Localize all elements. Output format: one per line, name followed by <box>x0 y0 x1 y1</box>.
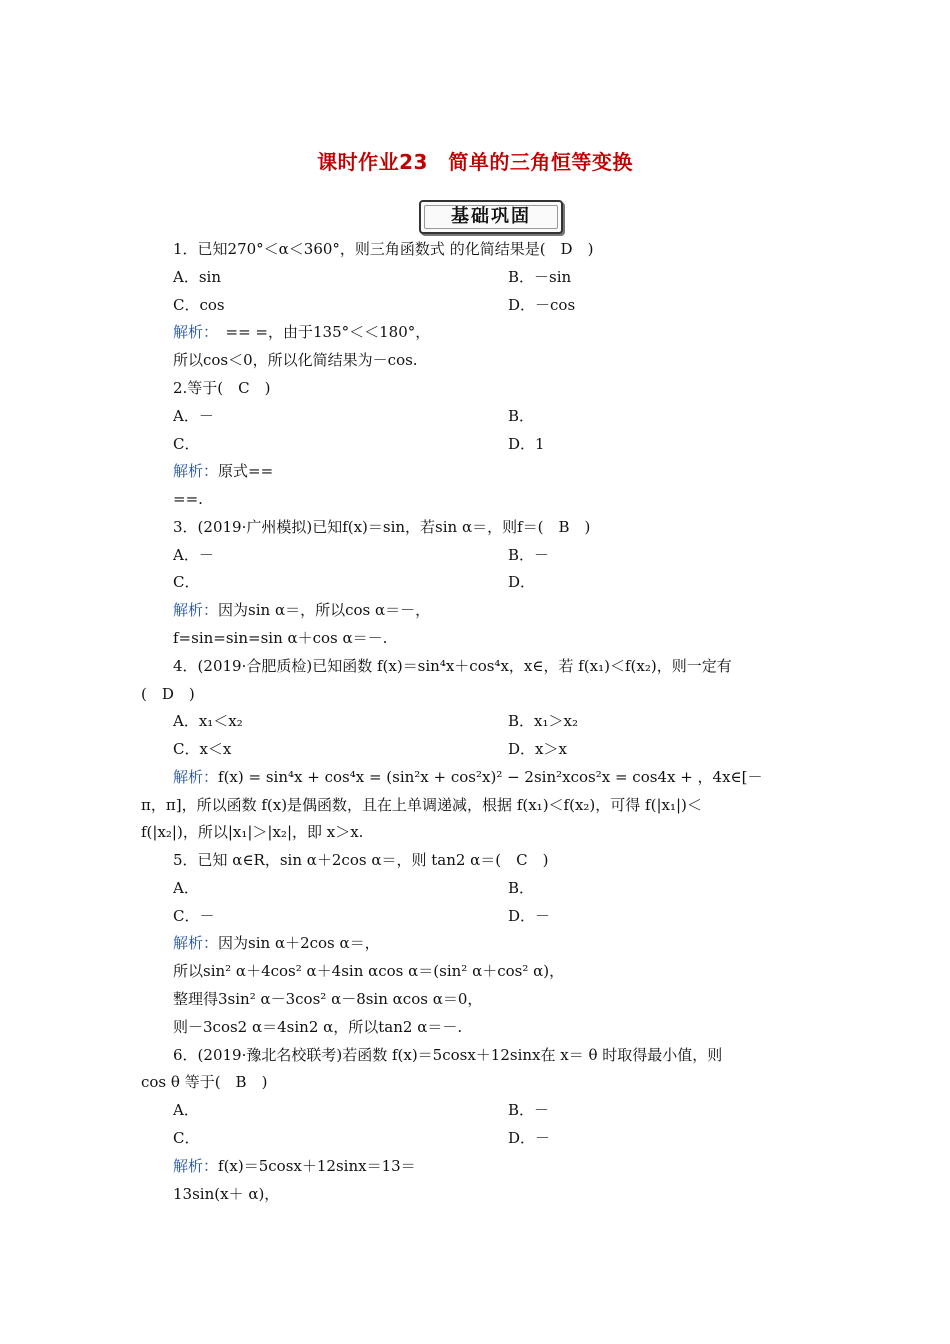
line-text: 2.等于( C ) <box>173 379 271 397</box>
text-line <box>173 1184 279 1204</box>
line-text: ==. <box>173 490 203 508</box>
text-line <box>508 1100 549 1120</box>
text-line <box>141 822 363 842</box>
text-line <box>173 322 430 342</box>
text-line <box>173 489 203 509</box>
text-line <box>508 878 534 898</box>
line-text: D．1 <box>508 435 545 453</box>
line-text: C．cos <box>173 296 225 314</box>
text-line <box>141 684 195 704</box>
line-text: ( D ) <box>141 685 195 703</box>
line-text: 4．(2019·合肥质检)已知函数 f(x)＝sin⁴x＋cos⁴x，x∈，若 f(x₁)＜f(x₂)，则一定有 <box>173 657 732 675</box>
solution-label: 解析： <box>173 462 219 480</box>
text-line <box>141 795 702 815</box>
line-text: A．sin <box>173 268 221 286</box>
line-text: f=sin=sin=sin α＋cos α＝－. <box>173 629 388 647</box>
text-line <box>173 989 482 1009</box>
line-text: B．－ <box>508 1101 550 1119</box>
text-line <box>173 378 271 398</box>
line-text: B． <box>508 407 535 425</box>
line-text: 因为sin α＋2cos α＝， <box>218 934 380 952</box>
section-badge: 基础巩固 <box>419 200 563 234</box>
line-text: D．－cos <box>508 296 576 314</box>
line-text: D．－ <box>508 1129 551 1147</box>
text-line <box>508 545 549 565</box>
line-text: A．－ <box>173 407 214 425</box>
line-text: C． <box>173 1129 200 1147</box>
line-text: f(x)＝5cosx＋12sinx＝13＝ <box>218 1157 416 1175</box>
text-line <box>173 295 225 315</box>
text-line <box>173 767 763 787</box>
page-title: 课时作业23 简单的三角恒等变换 <box>317 150 633 174</box>
line-text: C． <box>173 573 200 591</box>
text-line <box>173 350 418 370</box>
text-line <box>173 600 430 620</box>
line-text: C． <box>173 435 200 453</box>
text-line <box>173 933 380 953</box>
solution-label: 解析： <box>173 323 211 341</box>
line-text: 原式== <box>218 462 274 480</box>
line-text: B． <box>508 879 535 897</box>
text-line <box>173 878 199 898</box>
line-text: 因为sin α＝，所以cos α＝－， <box>218 601 431 619</box>
text-line <box>173 267 221 287</box>
text-line <box>173 1017 462 1037</box>
line-text: C．－ <box>173 907 215 925</box>
line-text: 5．已知 α∈R，sin α＋2cos α＝，则 tan2 α＝( C ) <box>173 851 549 869</box>
line-text: 13sin(x＋ α)， <box>173 1185 280 1203</box>
text-line <box>173 1128 199 1148</box>
line-text: 1．已知270°＜α＜360°，则三角函数式 的化简结果是( D ) <box>173 240 594 258</box>
line-text: 整理得3sin² α－3cos² α－8sin αcos α＝0， <box>173 990 483 1008</box>
line-text: B．x₁＞x₂ <box>508 712 578 730</box>
text-line <box>173 1156 416 1176</box>
line-text: π，π]，所以函数 f(x)是偶函数，且在上单调递减，根据 f(x₁)＜f(x₂)，可得 f(|x₁|)＜ <box>141 796 702 814</box>
text-line <box>173 517 590 537</box>
text-line <box>173 1100 199 1120</box>
line-text: B．－sin <box>508 268 572 286</box>
line-text: 3．(2019·广州模拟)已知f(x)＝sin，若sin α＝，则f＝( B ) <box>173 518 591 536</box>
line-text: f(|x₂|)，所以|x₁|＞|x₂|，即 x＞x. <box>141 823 364 841</box>
line-text: 6．(2019·豫北名校联考)若函数 f(x)＝5cosx＋12sinx在 x＝ θ 时取得最小值，则 <box>173 1046 723 1064</box>
solution-label: 解析： <box>173 1157 219 1175</box>
line-text: D． <box>508 573 536 591</box>
text-line <box>508 739 567 759</box>
text-line <box>508 572 535 592</box>
line-text: A． <box>173 1101 199 1119</box>
line-text: 则－3cos2 α＝4sin2 α，所以tan2 α＝－. <box>173 1018 463 1036</box>
text-line <box>173 961 564 981</box>
line-text: 所以sin² α＋4cos² α＋4sin αcos α＝(sin² α＋cos² α)， <box>173 962 565 980</box>
text-line <box>508 1128 550 1148</box>
text-line <box>173 545 214 565</box>
text-line <box>173 656 732 676</box>
text-line <box>173 406 214 426</box>
text-line <box>508 711 578 731</box>
text-line <box>173 434 199 454</box>
text-line <box>508 295 575 315</box>
line-text: C．x＜x <box>173 740 232 758</box>
text-line <box>173 239 593 259</box>
text-line <box>173 1045 722 1065</box>
line-text: B．－ <box>508 546 550 564</box>
solution-label: 解析： <box>173 601 219 619</box>
line-text: A． <box>173 879 199 897</box>
line-text: == =，由于135°＜＜180°， <box>210 323 431 341</box>
line-text: f(x) = sin⁴x + cos⁴x = (sin²x + cos²x)² − 2sin²xcos²x = cos4x + ，4x∈[－ <box>218 768 763 786</box>
text-line <box>173 572 199 592</box>
text-line <box>173 711 243 731</box>
text-line <box>173 461 273 481</box>
line-text: A．x₁＜x₂ <box>173 712 243 730</box>
line-text: 所以cos＜0，所以化简结果为－cos. <box>173 351 418 369</box>
solution-label: 解析： <box>173 934 219 952</box>
text-line <box>173 850 549 870</box>
text-line <box>141 1072 267 1092</box>
text-line <box>508 406 534 426</box>
line-text: D．－ <box>508 907 551 925</box>
text-line <box>508 267 571 287</box>
line-text: A．－ <box>173 546 214 564</box>
text-line <box>508 906 550 926</box>
line-text: D．x＞x <box>508 740 567 758</box>
line-text: cos θ 等于( B ) <box>141 1073 268 1091</box>
text-line <box>173 906 214 926</box>
text-line <box>173 739 231 759</box>
solution-label: 解析： <box>173 768 219 786</box>
text-line <box>508 434 545 454</box>
text-line <box>173 628 387 648</box>
